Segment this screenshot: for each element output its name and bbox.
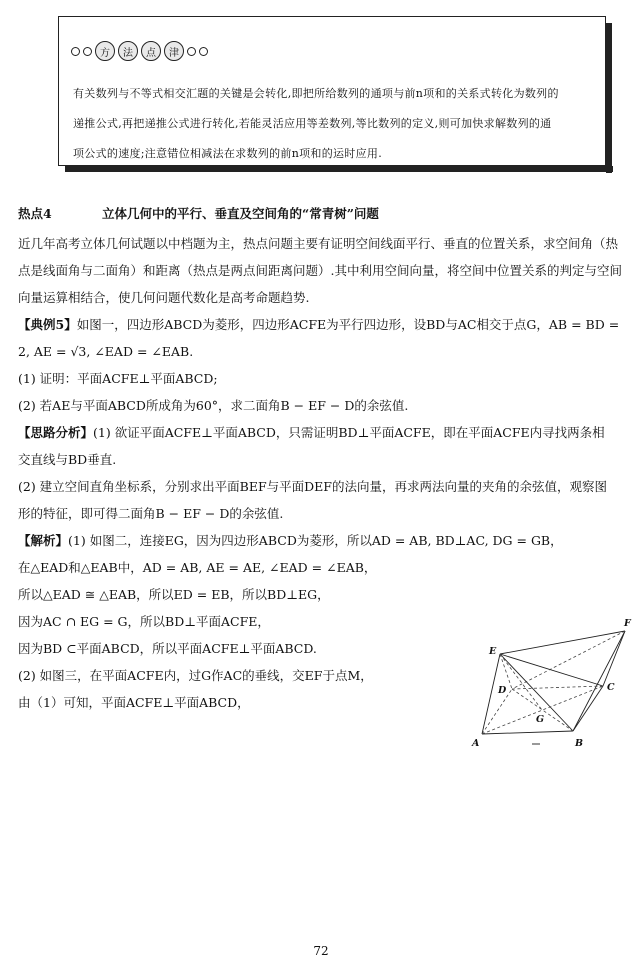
edge-ef: [500, 631, 625, 654]
edge-ad-hidden: [482, 689, 512, 734]
banner-char: 法: [118, 41, 138, 61]
label-e: E: [489, 646, 497, 657]
solution-line: 由（1）可知，平面ACFE⊥平面ABCD，: [18, 695, 250, 710]
label-a: A: [472, 738, 480, 749]
edge-ab: [482, 731, 573, 734]
label-b: B: [575, 738, 584, 749]
intro-line: 点是线面角与二面角）和距离（热点是两点间距离问题）.其中利用空间向量，将空间中位置关系的判定与空间: [18, 263, 622, 278]
section-number: 热点4: [18, 206, 52, 221]
solution-label: 【解析】: [18, 533, 69, 548]
example-line: 2, AE = √3, ∠EAD = ∠EAB.: [18, 344, 194, 359]
edge-fc: [603, 631, 625, 686]
example-label: 【典例5】: [18, 317, 77, 332]
segment-eg-hidden: [500, 654, 542, 710]
solution-line: 所以△EAD ≅ △EAB，所以ED = EB，所以BD⊥EG，: [18, 587, 330, 602]
label-g: G: [536, 714, 545, 725]
banner-char: 津: [164, 41, 184, 61]
analysis-line: [18, 419, 624, 446]
label-c: C: [607, 682, 615, 693]
section-heading: [18, 202, 624, 226]
method-banner: [71, 41, 208, 61]
analysis-label: 【思路分析】: [18, 425, 94, 440]
example-line: [18, 311, 624, 338]
banner-char: 点: [141, 41, 161, 61]
intro-line: 向量运算相结合，使几何问题代数化是高考命题趋势.: [18, 290, 310, 305]
geometry-figure: [460, 594, 640, 759]
ring-ornament-icon: [83, 47, 92, 56]
solution-line: [18, 527, 624, 554]
solution-line: 在△EAD和△EAB中，AD = AB, AE = AE, ∠EAD = ∠EAB，: [18, 560, 377, 575]
example-line: (2) 若AE与平面ABCD所成角为60°，求二面角B − EF − D的余弦值.: [18, 398, 409, 413]
edge-bc: [573, 686, 603, 731]
banner-char: 方: [95, 41, 115, 61]
ring-ornament-icon: [187, 47, 196, 56]
method-tip-line: 有关数列与不等式相交汇题的关键是会转化,即把所给数列的通项与前n项和的关系式转化为数列的: [73, 87, 559, 100]
example-text: 如图一，四边形ABCD为菱形，四边形ACFE为平行四边形，设BD与AC相交于点G，AB = BD =: [76, 317, 620, 332]
method-tip-box: [58, 16, 606, 166]
analysis-text: (1) 欲证平面ACFE⊥平面ABCD，只需证明BD⊥平面ACFE，即在平面ACFE内寻找两条相: [93, 425, 605, 440]
intro-line: 近几年高考立体几何试题以中档题为主，热点问题主要有证明空间线面平行、垂直的位置关系，求空间角（热: [18, 236, 619, 251]
solution-line: 因为BD ⊂平面ABCD，所以平面ACFE⊥平面ABCD.: [18, 641, 317, 656]
analysis-line: 交直线与BD垂直.: [18, 452, 117, 467]
edge-fd-hidden: [512, 631, 625, 689]
solution-line: 因为AC ∩ EG = G，所以BD⊥平面ACFE，: [18, 614, 270, 629]
edge-ed-hidden: [500, 654, 512, 689]
ring-ornament-icon: [199, 47, 208, 56]
analysis-line: 形的特征，即可得二面角B − EF − D的余弦值.: [18, 506, 284, 521]
ring-ornament-icon: [71, 47, 80, 56]
example-line: (1) 证明：平面ACFE⊥平面ABCD;: [18, 371, 218, 386]
method-tip-text: [73, 79, 593, 169]
solution-line: (2) 如图三，在平面ACFE内，过G作AC的垂线，交EF于点M，: [18, 668, 373, 683]
method-tip-line: 递推公式,再把递推公式进行转化,若能灵活应用等差数列,等比数列的定义,则可加快求解数列的通: [73, 117, 552, 130]
label-d: D: [498, 685, 507, 696]
box-shadow-right: [606, 23, 612, 173]
method-tip-line: 项公式的速度;注意错位相减法在求数列的前n项和的运时应用.: [73, 147, 382, 160]
edge-dc-hidden: [512, 686, 603, 689]
solution-text: (1) 如图二，连接EG，因为四边形ABCD为菱形，所以AD = AB, BD⊥AC, DG = GB，: [68, 533, 563, 548]
label-f: F: [624, 618, 631, 629]
section-title: 立体几何中的平行、垂直及空间角的“常青树”问题: [102, 206, 379, 221]
edge-fb: [573, 631, 625, 731]
page-number: 72: [313, 944, 329, 958]
analysis-line: (2) 建立空间直角坐标系，分别求出平面BEF与平面DEF的法向量，再求两法向量的夹角的余弦值，观察图: [18, 479, 607, 494]
